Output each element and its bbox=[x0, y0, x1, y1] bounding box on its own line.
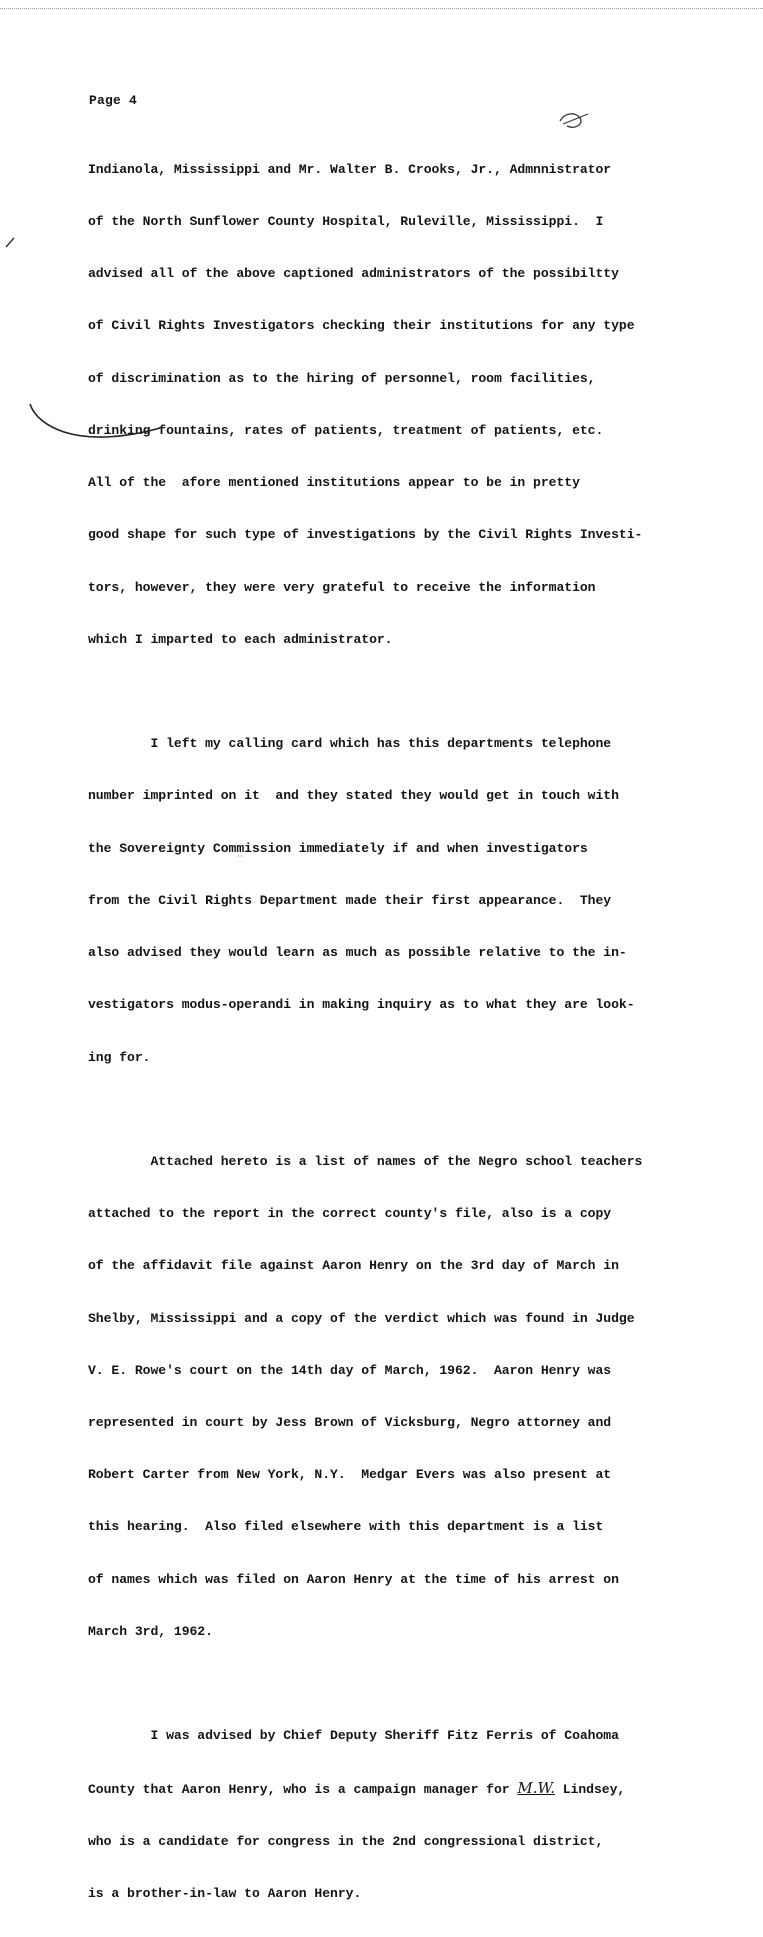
text-line: All of the afore mentioned institutions appear to be in pretty bbox=[88, 475, 580, 491]
text-line: ing for. bbox=[88, 1049, 151, 1065]
text-line bbox=[88, 1780, 733, 1798]
text-line: from the Civil Rights Department made their first appearance. They bbox=[88, 892, 612, 908]
text-line: also advised they would learn as much as possible relative to the in- bbox=[88, 945, 627, 961]
letter-body bbox=[88, 126, 733, 1937]
text-line: Attached hereto is a list of names of the Negro school teachers bbox=[88, 1153, 643, 1169]
text-line: this hearing. Also filed elsewhere with this department is a list bbox=[88, 1519, 604, 1535]
text-line: represented in court by Jess Brown of Vicksburg, Negro attorney and bbox=[88, 1415, 612, 1431]
paragraph-4 bbox=[88, 1693, 733, 1937]
text-line: which I imparted to each administrator. bbox=[88, 631, 393, 647]
text-line: V. E. Rowe's court on the 14th day of March, 1962. Aaron Henry was bbox=[88, 1362, 612, 1378]
text-line: Robert Carter from New York, N.Y. Medgar Evers was also present at bbox=[88, 1467, 612, 1483]
text-line: drinking fountains, rates of patients, treatment of patients, etc. bbox=[88, 422, 604, 438]
text-line: I left my calling card which has this departments telephone bbox=[88, 736, 612, 752]
text-line: the Sovereignty Commission immediately if and when investigators bbox=[88, 840, 588, 856]
paragraph-1 bbox=[88, 126, 733, 683]
text-line: March 3rd, 1962. bbox=[88, 1623, 213, 1639]
text-line: advised all of the above captioned administrators of the possibiltty bbox=[88, 266, 619, 282]
text-line: I was advised by Chief Deputy Sheriff Fitz Ferris of Coahoma bbox=[88, 1728, 619, 1744]
text-line: of the affidavit file against Aaron Henry on the 3rd day of March in bbox=[88, 1258, 619, 1274]
text-line: attached to the report in the correct county's file, also is a copy bbox=[88, 1206, 612, 1222]
page-number: Page 4 bbox=[89, 93, 138, 108]
text-line: is a brother-in-law to Aaron Henry. bbox=[88, 1885, 362, 1901]
margin-tick-mark bbox=[6, 238, 14, 247]
text-line: Indianola, Mississippi and Mr. Walter B. Crooks, Jr., Admnnistrator bbox=[88, 161, 612, 177]
text-line: of names which was filed on Aaron Henry at the time of his arrest on bbox=[88, 1571, 619, 1587]
text-fragment: Lindsey, bbox=[554, 1781, 626, 1797]
scan-top-edge bbox=[0, 0, 763, 9]
text-line: Shelby, Mississippi and a copy of the verdict which was found in Judge bbox=[88, 1310, 635, 1326]
text-line: of the North Sunflower County Hospital, Ruleville, Mississippi. I bbox=[88, 214, 604, 230]
text-fragment: County that Aaron Henry, who is a campaign manager for bbox=[88, 1781, 518, 1797]
text-line: tors, however, they were very grateful to receive the information bbox=[88, 579, 596, 595]
paragraph-2 bbox=[88, 700, 733, 1100]
text-line: number imprinted on it and they stated they would get in touch with bbox=[88, 788, 619, 804]
text-line: who is a candidate for congress in the 2nd congressional district, bbox=[88, 1833, 604, 1849]
paragraph-3 bbox=[88, 1118, 733, 1675]
text-line: of discrimination as to the hiring of personnel, room facilities, bbox=[88, 370, 596, 386]
handwritten-initials: M.W. bbox=[517, 1778, 555, 1797]
text-line: good shape for such type of investigations by the Civil Rights Investi- bbox=[88, 527, 643, 543]
text-line: vestigators modus-operandi in making inquiry as to what they are look- bbox=[88, 997, 635, 1013]
insertion-caret-line bbox=[563, 114, 588, 124]
text-line: of Civil Rights Investigators checking their institutions for any type bbox=[88, 318, 635, 334]
